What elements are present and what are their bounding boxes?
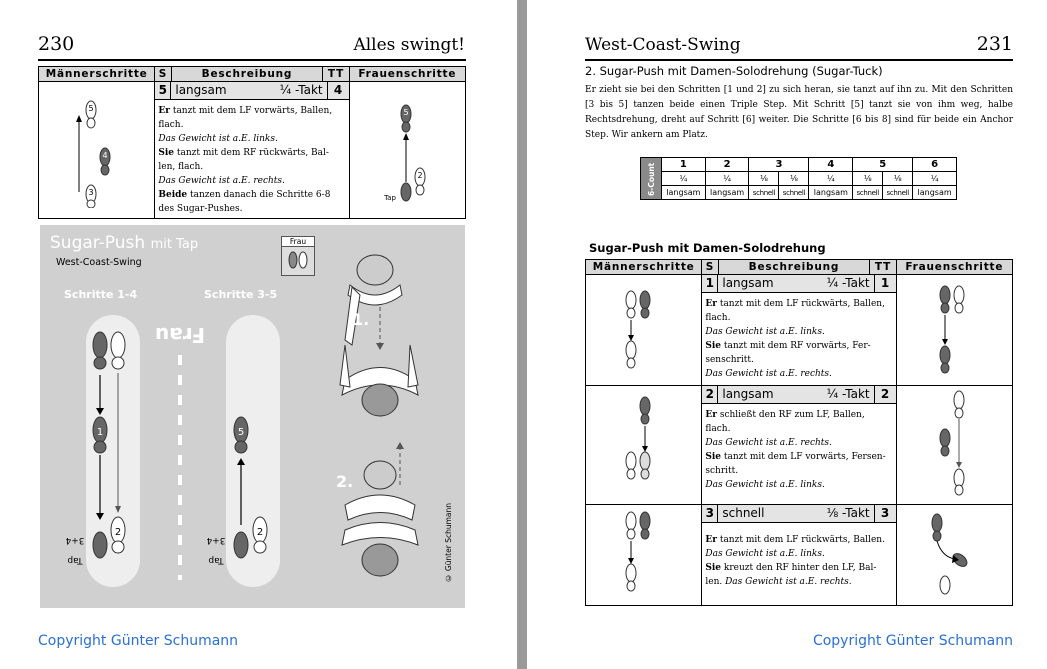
- footprint-icon: [93, 332, 125, 558]
- description-line: flach.: [158, 120, 184, 130]
- speed: schnell: [883, 186, 913, 200]
- illustration-drawing: [40, 225, 465, 608]
- description-line: senschritt.: [705, 355, 754, 365]
- footprint-icon: [897, 275, 1010, 381]
- step-timing: ¼ -Takt: [804, 386, 874, 403]
- footprint-icon: [586, 275, 699, 381]
- description-line: Das Gewicht ist a.E. rechts.: [158, 176, 285, 186]
- table-row: [586, 275, 1013, 386]
- step-speed: schnell: [718, 505, 803, 522]
- description-line: Sie tanzt mit dem RF vorwärts, Fer-: [705, 341, 871, 351]
- page-number: 230: [38, 33, 75, 55]
- men-steps-diagram: [586, 505, 702, 606]
- speed: langsam: [705, 186, 749, 200]
- description-line: len. Das Gewicht ist a.E. rechts.: [705, 577, 852, 587]
- beat: 1: [662, 158, 706, 172]
- count-table: [640, 157, 957, 200]
- description-line: Das Gewicht ist a.E. rechts.: [705, 369, 832, 379]
- marker-2: 2.: [336, 472, 354, 491]
- women-steps-diagram: [349, 82, 465, 219]
- lane-label-right: Schritte 3-5: [204, 288, 278, 301]
- step-header: [702, 275, 895, 293]
- step-description: [702, 404, 895, 494]
- fraction: ¼: [705, 172, 749, 186]
- header-description: Beschreibung: [718, 260, 870, 275]
- women-foot-label: 5: [403, 108, 409, 117]
- table-title: Sugar-Push mit Damen-Solodrehung: [589, 241, 826, 255]
- header-rule: [585, 59, 1013, 61]
- header-s: S: [702, 260, 718, 275]
- count-label: 6-Count: [641, 158, 662, 200]
- speed: schnell: [749, 186, 779, 200]
- lane2-label: 5: [237, 427, 245, 438]
- speed: schnell: [779, 186, 809, 200]
- fraction: ¼: [809, 172, 853, 186]
- step-speed: langsam: [718, 275, 803, 292]
- women-footprints: [350, 82, 463, 208]
- description-line: Sie tanzt mit dem LF vorwärts, Fersen-: [705, 452, 886, 462]
- step-description-cell: [702, 275, 896, 386]
- description-line: len, flach.: [158, 162, 204, 172]
- women-foot-label: Tap: [383, 194, 396, 202]
- description-line: Er tanzt mit dem LF rückwärts, Ballen,: [705, 299, 885, 309]
- sugar-push-illustration: [40, 225, 465, 608]
- men-footprints: [39, 82, 152, 208]
- step-number: 2: [702, 386, 718, 403]
- description-line: Das Gewicht ist a.E. rechts.: [705, 438, 832, 448]
- step-description: [702, 523, 895, 591]
- table-row: [586, 386, 1013, 505]
- lane1-label: 1: [96, 427, 104, 438]
- table-row: [586, 505, 1013, 606]
- fraction: ⅛: [853, 172, 883, 186]
- lane2-label: Tap: [208, 555, 224, 565]
- copyright: Copyright Günter Schumann: [812, 633, 1013, 649]
- description-line: flach.: [705, 313, 731, 323]
- left-page: [0, 0, 517, 669]
- lane-label-left: Schritte 1-4: [64, 288, 138, 301]
- right-page: [527, 0, 1047, 669]
- beat: 5: [853, 158, 913, 172]
- step-tt: 2: [874, 386, 896, 403]
- step-header: [702, 505, 895, 523]
- step-speed: langsam: [171, 82, 256, 99]
- fraction: ⅛: [883, 172, 913, 186]
- step-number: 1: [702, 275, 718, 292]
- men-foot-label: 3: [88, 188, 94, 197]
- women-steps-diagram: [896, 505, 1012, 606]
- illustration-credit: © Günter Schumann: [444, 503, 453, 583]
- women-foot-label: 2: [417, 171, 423, 180]
- step-timing: ⅛ -Takt: [804, 505, 874, 522]
- footprint-icon: [586, 505, 699, 601]
- footprint-icon: [897, 505, 1010, 601]
- beat: 6: [913, 158, 957, 172]
- men-steps-diagram: [39, 82, 155, 219]
- lane1-label: 3+4: [65, 535, 85, 545]
- running-title: West-Coast-Swing: [585, 35, 741, 55]
- speed: schnell: [853, 186, 883, 200]
- steps-table: [38, 66, 466, 219]
- page-number: 231: [976, 33, 1013, 55]
- women-steps-diagram: [896, 386, 1012, 505]
- running-title: Alles swingt!: [353, 35, 465, 55]
- dancer-woman-icon: [345, 255, 402, 345]
- description-line: Sie tanzt mit dem RF rückwärts, Bal-: [158, 148, 329, 158]
- step-header: [155, 82, 348, 100]
- description-line: des Sugar-Pushes.: [158, 204, 243, 214]
- header-tt: TT: [323, 67, 349, 82]
- beat: 2: [705, 158, 749, 172]
- step-description-cell: [702, 386, 896, 505]
- step-timing: ¼ -Takt: [804, 275, 874, 292]
- description-line: Er tanzt mit dem LF rückwärts, Ballen.: [705, 535, 885, 545]
- description-line: schritt.: [705, 466, 739, 476]
- steps-table: [585, 259, 1013, 606]
- header-men-steps: Männerschritte: [39, 67, 155, 82]
- footprint-icon: [897, 386, 1010, 500]
- step-description: [155, 100, 348, 218]
- header-women-steps: Frauenschritte: [896, 260, 1012, 275]
- footprint-icon: [586, 386, 699, 500]
- step-number: 5: [155, 82, 171, 99]
- description-line: Er schließt den RF zum LF, Ballen,: [705, 410, 865, 420]
- lane1-label: Tap: [67, 555, 83, 565]
- illustration-title-main: Sugar-Push: [50, 233, 146, 253]
- description-line: Sie kreuzt den RF hinter den LF, Bal-: [705, 563, 877, 573]
- description-line: Er tanzt mit dem LF vorwärts, Ballen,: [158, 106, 333, 116]
- step-tt: 1: [874, 275, 896, 292]
- step-tt: 3: [874, 505, 896, 522]
- header-women-steps: Frauenschritte: [349, 67, 465, 82]
- fraction: ¼: [662, 172, 706, 186]
- men-foot-label: 4: [102, 151, 108, 160]
- header-tt: TT: [870, 260, 896, 275]
- men-foot-label: 5: [88, 104, 94, 113]
- speed: langsam: [913, 186, 957, 200]
- beat: 4: [809, 158, 853, 172]
- lane2-label: 2: [256, 527, 264, 538]
- description-line: Das Gewicht ist a.E. links.: [705, 480, 825, 490]
- illustration-subtitle: West-Coast-Swing: [56, 257, 142, 268]
- dancer-man-icon: [340, 345, 418, 416]
- dancer-woman-icon: [345, 461, 415, 520]
- description-line: Das Gewicht ist a.E. links.: [158, 134, 278, 144]
- fraction: ⅛: [779, 172, 809, 186]
- illustration-title-small: mit Tap: [150, 237, 199, 252]
- lane2-label: 3+4: [206, 535, 226, 545]
- step-description-cell: [155, 82, 349, 219]
- frau-legend-label: Frau: [282, 237, 314, 247]
- women-steps-diagram: [896, 275, 1012, 386]
- step-description-cell: [702, 505, 896, 606]
- step-number: 3: [702, 505, 718, 522]
- beat: 3: [749, 158, 809, 172]
- header-rule: [38, 59, 466, 61]
- footprint-icon: [401, 105, 425, 201]
- dancer-man-icon: [342, 523, 418, 577]
- description-line: Beide tanzen danach die Schritte 6-8: [158, 190, 331, 200]
- step-header: [702, 386, 895, 404]
- step-speed: langsam: [718, 386, 803, 403]
- lane1-label: 2: [114, 527, 122, 538]
- men-steps-diagram: [586, 275, 702, 386]
- fraction: ⅛: [749, 172, 779, 186]
- fraction: ¼: [913, 172, 957, 186]
- intro-paragraph: Er zieht sie bei den Schritten [1 und 2] zu sich heran, sie tanzt auf ihn zu. Mit den Schritten [3 bis 5] tanzen beide einen Triple Step. Mit Schritt [5] tanzt sie von ihm weg, halbe Rechtsdrehung, dreht auf Schritt [6] weiter. Die Schritte [6 bis 8] sind für beide ein Anchor Step. Wir ankern am Platz.: [585, 85, 1013, 140]
- step-description: [702, 293, 895, 383]
- step-timing: ¼ -Takt: [257, 82, 327, 99]
- header-s: S: [155, 67, 171, 82]
- header-men-steps: Männerschritte: [586, 260, 702, 275]
- marker-1: 1.: [352, 310, 370, 329]
- speed: langsam: [662, 186, 706, 200]
- copyright: Copyright Günter Schumann: [38, 633, 239, 649]
- frau-vertical-label: Frau: [155, 323, 205, 347]
- men-steps-diagram: [586, 386, 702, 505]
- description-line: flach.: [705, 424, 731, 434]
- step-tt: 4: [327, 82, 349, 99]
- description-line: Das Gewicht ist a.E. links.: [705, 327, 825, 337]
- description-line: Das Gewicht ist a.E. links.: [705, 549, 825, 559]
- header-description: Beschreibung: [171, 67, 323, 82]
- speed: langsam: [809, 186, 853, 200]
- section-heading: 2. Sugar-Push mit Damen-Solodrehung (Sugar-Tuck): [585, 64, 883, 78]
